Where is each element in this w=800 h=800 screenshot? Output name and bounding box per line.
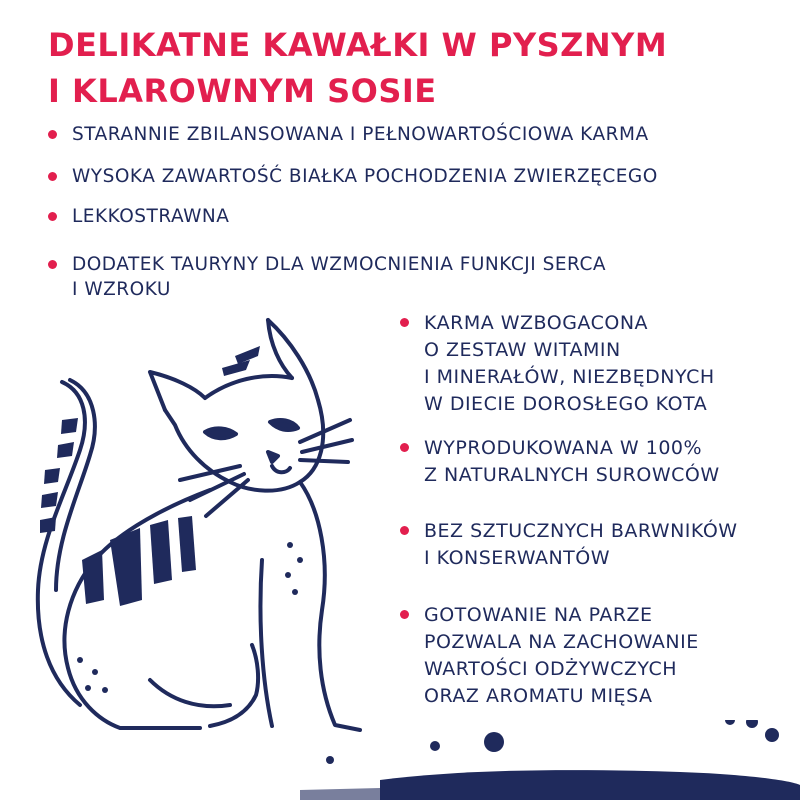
bullet-item: BEZ SZTUCZNYCH BARWNIKÓW I KONSERWANTÓW bbox=[400, 518, 796, 572]
bullet-item: KARMA WZBOGACONA O ZESTAW WITAMIN I MINERAŁÓW, NIEZBĘDNYCH W DIECIE DOROSŁEGO KOTA bbox=[400, 310, 796, 418]
bullet-dot-icon bbox=[400, 526, 409, 535]
bullet-dot-icon bbox=[48, 172, 57, 181]
headline-line-1: DELIKATNE KAWAŁKI W PYSZNYM bbox=[48, 26, 668, 64]
bullet-item: LEKKOSTRAWNA bbox=[48, 204, 229, 229]
bullet-dot-icon bbox=[400, 318, 409, 327]
bullet-dot-icon bbox=[400, 443, 409, 452]
bullet-item: WYSOKA ZAWARTOŚĆ BIAŁKA POCHODZENIA ZWIERZĘCEGO bbox=[48, 164, 658, 189]
ink-splash-icon bbox=[0, 720, 800, 800]
headline bbox=[48, 22, 788, 114]
bullet-item: STARANNIE ZBILANSOWANA I PEŁNOWARTOŚCIOWA KARMA bbox=[48, 122, 649, 147]
bullet-dot-icon bbox=[48, 212, 57, 221]
bullet-item: DODATEK TAURYNY DLA WZMOCNIENIA FUNKCJI SERCA I WZROKU bbox=[48, 252, 606, 302]
bullet-dot-icon bbox=[48, 260, 57, 269]
cat-illustration-icon bbox=[0, 300, 400, 750]
bullet-dot-icon bbox=[400, 610, 409, 619]
bullet-item: GOTOWANIE NA PARZE POZWALA NA ZACHOWANIE WARTOŚCI ODŻYWCZYCH ORAZ AROMATU MIĘSA bbox=[400, 602, 796, 710]
bullet-item: WYPRODUKOWANA W 100% Z NATURALNYCH SUROWCÓW bbox=[400, 435, 796, 489]
headline-line-2: I KLAROWNYM SOSIE bbox=[48, 72, 437, 110]
bullet-dot-icon bbox=[48, 130, 57, 139]
